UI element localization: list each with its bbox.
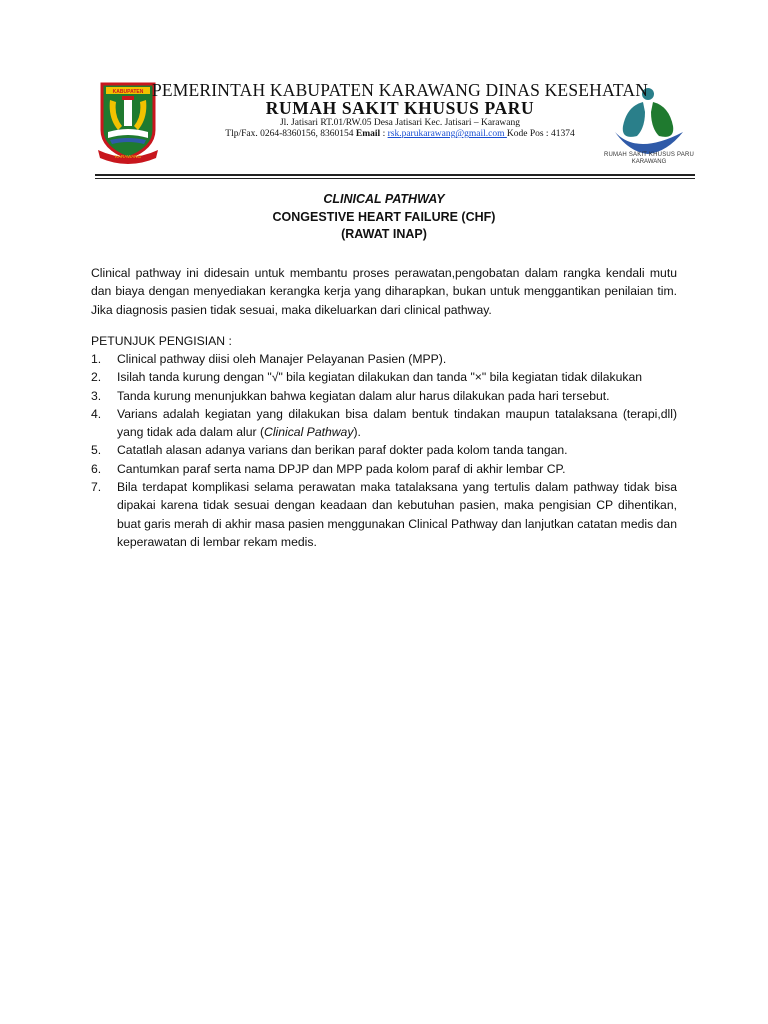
- instructions-list: [91, 350, 677, 551]
- intro-paragraph: Clinical pathway ini didesain untuk membantu proses perawatan,pengobatan dalam rangka kendali mutu dan biaya dengan menyediakan kerangka kerja yang diharapkan, bukan untuk menggantikan penilaian tim. Jika diagnosis pasien tidak sesuai, maka dikeluarkan dari clinical pathway.: [91, 266, 677, 317]
- list-item-number: 7.: [91, 480, 102, 495]
- letterhead-address: Jl. Jatisari RT.01/RW.05 Desa Jatisari Kec. Jatisari – Karawang: [279, 118, 521, 128]
- list-item: [91, 460, 677, 478]
- list-item-text: Cantumkan paraf serta nama DPJP dan MPP pada kolom paraf di akhir lembar CP.: [117, 461, 566, 476]
- list-item-text: Catatlah alasan adanya varians dan berikan paraf dokter pada kolom tanda tangan.: [117, 443, 568, 458]
- contact-postal-code: Kode Pos : 41374: [506, 129, 575, 139]
- list-item: [91, 405, 677, 442]
- list-item-text: Varians adalah kegiatan yang dilakukan bisa dalam bentuk tindakan maupun tatalaksana (terapi,dll) yang tidak ada dalam alur (: [117, 406, 677, 440]
- list-item-number: 2.: [91, 370, 102, 385]
- list-item: [91, 350, 677, 368]
- document-subtitle-diagnosis: CONGESTIVE HEART FAILURE (CHF): [272, 210, 496, 224]
- list-item: [91, 478, 677, 551]
- rs-logo-city: KARAWANG: [631, 159, 667, 165]
- list-item: [91, 441, 677, 459]
- letterhead-government-line: PEMERINTAH KABUPATEN KARAWANG DINAS KESEHATAN: [151, 80, 649, 100]
- contact-email-sep: :: [380, 129, 388, 139]
- list-item-number: 3.: [91, 388, 102, 403]
- list-item-text: Bila terdapat komplikasi selama perawatan maka tatalaksana yang tertulis dalam pathway tidak bisa dipakai karena tidak sesuai dengan keadaan dan kebutuhan pasien, maka pengisian CP dihentikan, buat garis merah di akhir masa pasien menggunakan Clinical Pathway dan lanjutkan catatan medis dan keperawatan di lembar rekam medis.: [117, 480, 677, 549]
- letterhead-hospital-name: RUMAH SAKIT KHUSUS PARU: [265, 98, 535, 118]
- list-item-text: Tanda kurung menunjukkan bahwa kegiatan dalam alur harus dilakukan pada hari tersebut.: [117, 388, 610, 403]
- contact-phone: Tlp/Fax. 0264-8360156, 8360154: [225, 129, 356, 139]
- logo-top-text: KABUPATEN: [112, 89, 144, 95]
- rs-logo-name: RUMAH SAKIT KHUSUS PARU: [603, 152, 695, 158]
- list-item-text: Isilah tanda kurung dengan "√" bila kegiatan dilakukan dan tanda "×" bila kegiatan tidak dilakukan: [117, 370, 643, 385]
- contact-email-label: Email: [355, 129, 381, 139]
- document-subtitle-care-type: (RAWAT INAP): [341, 227, 427, 241]
- logo-ribbon-text: KARAWANG: [115, 154, 141, 159]
- list-item: [91, 387, 677, 405]
- list-item-number: 5.: [91, 443, 102, 458]
- document-title: CLINICAL PATHWAY: [323, 192, 445, 206]
- list-item-number: 6.: [91, 461, 102, 476]
- letterhead-divider-thick: [95, 174, 695, 176]
- list-item-number: 1.: [91, 352, 102, 366]
- letterhead-divider-thin: [95, 178, 695, 179]
- list-item-italic-term: Clinical Pathway: [264, 425, 354, 440]
- list-item-text-end: ).: [353, 425, 361, 440]
- list-item-number: 4.: [91, 406, 102, 421]
- list-item: [91, 368, 677, 386]
- letterhead-contact: [130, 129, 670, 139]
- list-item-text: Clinical pathway diisi oleh Manajer Pelayanan Pasien (MPP).: [117, 352, 447, 366]
- instructions-heading: PETUNJUK PENGISIAN :: [91, 334, 232, 348]
- contact-email-link[interactable]: rsk.parukarawang@gmail.com: [387, 129, 507, 139]
